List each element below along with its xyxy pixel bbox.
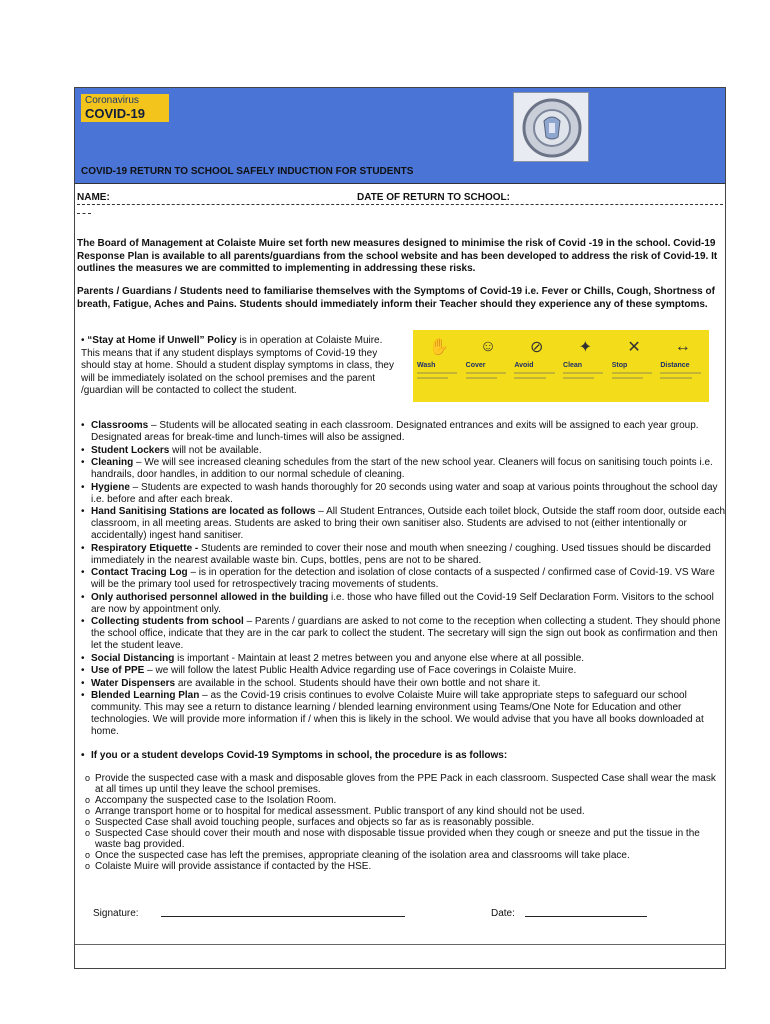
hygiene-banner — [413, 330, 709, 402]
distance-icon: ↔ — [674, 338, 691, 355]
tile-caption — [417, 372, 457, 374]
procedure-steps-list — [85, 773, 717, 872]
measure-text: i.e. those who have filled out the Covid-19 Self Declaration Form. Visitors to the school are now by appointment only. — [91, 591, 714, 615]
procedure-heading: • If you or a student develops Covid-19 Symptoms in school, the procedure is as follows: — [81, 750, 729, 761]
list-item: o Suspected Case shall avoid touching people, surfaces and objects so far as is reasonably possible. — [85, 817, 717, 828]
list-item — [81, 653, 729, 665]
measure-text: – We will see increased cleaning schedules from the start of the new school year. Cleaners will focus on sanitising touch points i.e. handrails, door handles, in addition to our normal schedule of cleaning. — [91, 457, 713, 480]
name-label: NAME: — [77, 192, 110, 203]
dashed-divider — [77, 204, 723, 212]
list-item — [81, 420, 729, 444]
measure-title: Blended Learning Plan — [91, 690, 200, 701]
measure-text: will not be available. — [169, 444, 262, 456]
clean-surfaces-icon: ✦ — [578, 339, 593, 356]
tile-label: Distance — [660, 362, 690, 369]
return-date-label: DATE OF RETURN TO SCHOOL: — [357, 192, 510, 203]
signature-label: Signature: — [93, 908, 139, 919]
measure-text: is important - Maintain at least 2 metres between you and anyone else where at all possible. — [174, 652, 585, 664]
tile-caption — [660, 372, 700, 374]
banner-tile-cover — [466, 334, 511, 402]
form-header — [75, 88, 725, 184]
measure-text: – is in operation for the detection and isolation of close contacts of a suspected / confirmed case of Covid-19. VS Ware will be the primary tool used for retrospectively tracing movements of students. — [91, 567, 715, 590]
banner-tile-avoid — [514, 334, 559, 402]
banner-tile-clean — [563, 334, 608, 402]
measure-text: – we will follow the latest Public Health Advice regarding use of Face coverings in Colaiste Muire. — [144, 665, 577, 676]
tile-label: Avoid — [514, 362, 534, 369]
tile-caption — [514, 377, 545, 379]
school-measures-list — [81, 420, 729, 739]
banner-tile-wash — [417, 334, 462, 402]
tile-label: Wash — [417, 362, 436, 369]
tile-caption — [514, 372, 554, 374]
measure-title: Classrooms — [91, 420, 149, 431]
measure-title: Use of PPE — [91, 665, 145, 676]
date-label: Date: — [491, 908, 515, 919]
measure-text: – Students will be allocated seating in each classroom. Designated entrances and exits will be assigned to each year group. Designated areas for break-time and lunch-times will also be assigned. — [91, 420, 699, 443]
measure-text: – All Student Entrances, Outside each toilet block, Outside the staff room door, outside each classroom, in all meeting areas. Students are asked to bring their own sanitiser also. Students are advised to not (either intentionally or accidentally) ingest hand sanitiser. — [91, 506, 726, 541]
list-item: o Provide the suspected case with a mask and disposable gloves from the PPE Pack in each classroom. Suspected Case shall wear the mask at all times up until they leave the school premises. — [85, 773, 717, 795]
measure-text: – Students are expected to wash hands thoroughly for 20 seconds using water and soap at various points throughout the school day i.e. before and after each break. — [91, 481, 718, 505]
measure-text: – Parents / guardians are asked to not come to the reception when collecting a student. They should phone the school office, indicate that they are in the car park to collect the student. The secretary will sign the sign out book as confirmation and then let the student leave. — [91, 616, 721, 651]
tile-label: Cover — [465, 362, 486, 369]
measure-title: Hand Sanitising Stations are located as follows — [91, 506, 316, 517]
tile-caption — [563, 377, 594, 379]
measure-title: Water Dispensers — [91, 677, 176, 689]
list-item — [81, 506, 729, 542]
list-item — [81, 616, 729, 652]
tile-caption — [466, 377, 497, 379]
measure-title: Collecting students from school — [91, 616, 244, 627]
intro-paragraph: The Board of Management at Colaiste Muire set forth new measures designed to minimise the risk of Covid -19 in the school. Covid-19 Response Plan is available to all parents/guardians from the school website and has been developed to address the risk of Covid-19. It outlines the measures we are committed to implementing in addressing these risks. — [77, 238, 718, 274]
list-item: o Suspected Case should cover their mouth and nose with disposable tissue provided when they cough or sneeze and put the tissue in the waste bag provided. — [85, 828, 717, 850]
covid-brand-box — [81, 94, 169, 122]
list-item: o Once the suspected case has left the premises, appropriate cleaning of the isolation area and classrooms will take place. — [85, 850, 717, 861]
list-item — [81, 457, 729, 481]
brand-main-text: COVID-19 — [85, 106, 145, 121]
wash-hands-icon: ✋ — [429, 339, 450, 356]
document-title: COVID-19 RETURN TO SCHOOL SAFELY INDUCTION FOR STUDENTS — [81, 166, 414, 177]
tile-caption — [417, 377, 448, 379]
induction-form — [74, 87, 726, 969]
date-line[interactable] — [525, 916, 647, 917]
list-item — [81, 665, 729, 677]
list-item — [81, 567, 729, 591]
list-item — [81, 445, 729, 457]
tile-caption — [612, 377, 643, 379]
footer-divider — [75, 944, 725, 945]
measure-text: – as the Covid-19 crisis continues to evolve Colaiste Muire will take appropriate steps to safeguard our school community. This may see a return to distance learning / blended learning environment using Teams/One Note for Education and other technologies. We will provide more information if / when this is likely in the school. We would advise that you have all books downloaded at home. — [91, 690, 704, 737]
stay-home-policy: • “Stay at Home if Unwell” Policy is in operation at Colaiste Muire. This means that if any student displays symptoms of Covid-19 they should stay at home. Should a student display symptoms in class, they will be immediately isolated on the school premises and the parent /guardian will be contacted to collect the student. — [81, 335, 394, 396]
symptoms-paragraph: Parents / Guardians / Students need to familiarise themselves with the Symptoms of Covid-19 i.e. Fever or Chills, Cough, Shortness of breath, Fatigue, Aches and Pains. Students should immediately inform their Teacher should they experience any of these symptoms. — [77, 286, 715, 310]
measure-title: Hygiene — [91, 481, 130, 493]
tile-caption — [466, 372, 506, 374]
measure-title: Social Distancing — [91, 652, 175, 664]
list-item — [81, 543, 729, 567]
measure-text: Students are reminded to cover their nose and mouth when sneezing / coughing. Used tissues should be discarded immediately in the nearest available waste bin. Cups, bottles, pens are not to be shared. — [91, 542, 711, 566]
list-item — [81, 482, 729, 506]
tile-caption — [660, 377, 691, 379]
tile-caption — [612, 372, 652, 374]
measure-text: are available in the school. Students should have their own bottle and not share it. — [175, 677, 541, 689]
measure-title: Contact Tracing Log — [91, 567, 188, 578]
cover-mouth-icon: ☺ — [479, 338, 497, 355]
list-item — [81, 592, 729, 616]
avoid-touching-icon: ⊘ — [529, 339, 544, 356]
brand-top-text: Coronavirus — [85, 95, 139, 106]
stay-home-title: “Stay at Home if Unwell” Policy — [87, 335, 237, 346]
stop-handshake-icon: ✕ — [627, 339, 641, 356]
list-item: o Arrange transport home or to hospital for medical assessment. Public transport of any kind should not be used. — [85, 806, 717, 817]
signature-line[interactable] — [161, 916, 405, 917]
list-item — [81, 678, 729, 690]
tile-label: Clean — [563, 362, 583, 369]
list-item: o Colaiste Muire will provide assistance if contacted by the HSE. — [85, 861, 717, 872]
tile-label: Stop — [611, 362, 628, 369]
dashed-divider-tail — [77, 213, 91, 214]
measure-title: Only authorised personnel allowed in the building — [91, 591, 329, 603]
banner-tile-distance — [660, 334, 705, 402]
stay-home-text: is in operation at Colaiste Muire. This means that if any student displays symptoms of Covid-19 they should stay at home. Should a student display symptoms in class, they will be immediately isolated on the school premises and the parent /guardian will be contacted to collect the student. — [81, 335, 394, 396]
banner-tile-stop — [612, 334, 657, 402]
tile-caption — [563, 372, 603, 374]
measure-title: Cleaning — [91, 457, 134, 468]
measure-title: Student Lockers — [91, 444, 170, 456]
list-item: o Accompany the suspected case to the Isolation Room. — [85, 795, 717, 806]
school-crest-icon — [513, 92, 589, 162]
list-item — [81, 690, 729, 738]
measure-title: Respiratory Etiquette - — [91, 542, 199, 554]
